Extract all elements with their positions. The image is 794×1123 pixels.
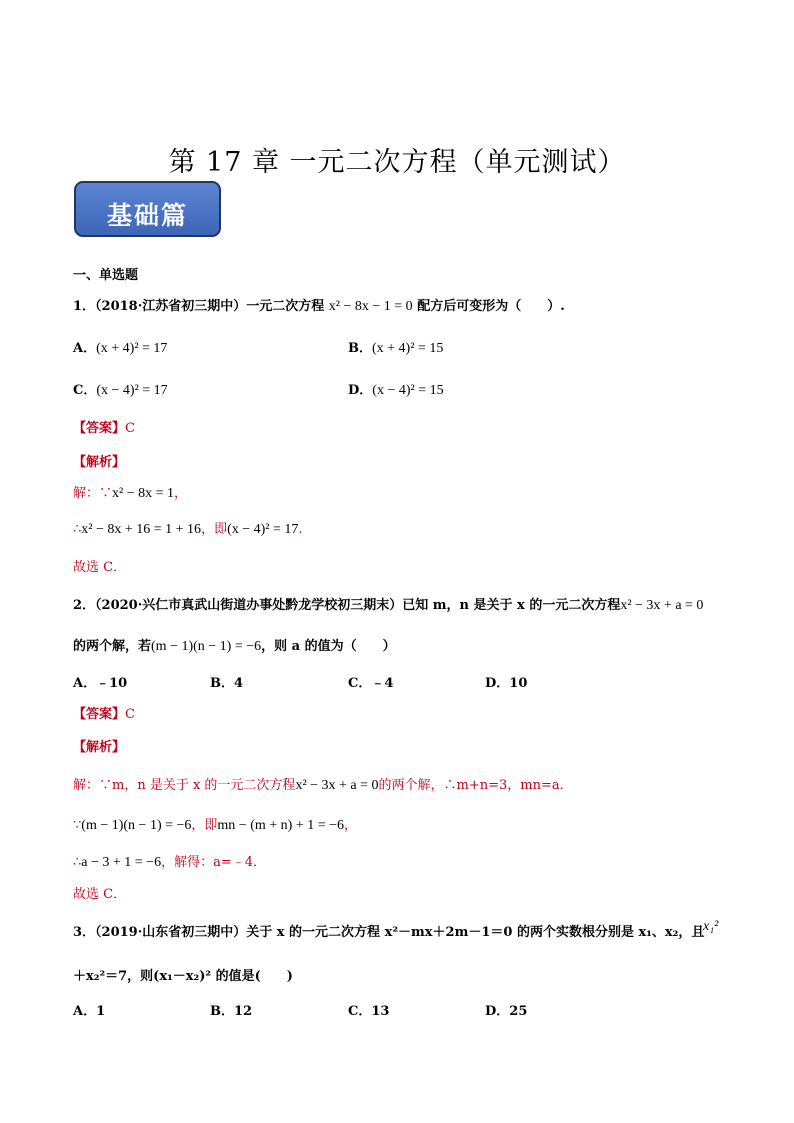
- q3-option-b: B．12: [210, 1004, 253, 1019]
- q2-solution-line-1: 解：∵m，n 是关于 x 的一元二次方程x² − 3x + a = 0的两个解，∴m+n=3，mn=a．: [73, 778, 573, 793]
- q1-analysis-tag: 【解析】: [73, 455, 126, 470]
- q1-solution-line-1: 解：∵x² − 8x = 1，: [73, 486, 188, 501]
- q2-solution-line-2: ∵(m − 1)(n − 1) = −6，即mn − (m + n) + 1 = −6，: [73, 818, 358, 833]
- page-title: 第 17 章 一元二次方程（单元测试）: [168, 147, 626, 178]
- section-badge: [74, 181, 221, 237]
- q1-stem: 1．（2018·江苏省初三期中）一元二次方程: [73, 299, 325, 314]
- q1-conclusion: 故选 C．: [73, 560, 127, 575]
- question-3-tail: x₁²: [703, 919, 719, 934]
- q2-option-b: B．4: [210, 676, 244, 691]
- question-2: 2．（2020·兴仁市真武山街道办事处黔龙学校初三期末）已知 m，n 是关于 x 的一元二次方程x² − 3x + a = 0: [73, 598, 704, 613]
- q1-solution-line-2: ∴x² − 8x + 16 = 1 + 16，即(x − 4)² = 17.: [73, 522, 303, 537]
- q1-option-c: C．(x − 4)² = 17: [73, 383, 168, 398]
- q2-option-d: D．10: [485, 676, 528, 691]
- question-2-line-2: 的两个解，若(m − 1)(n − 1) = −6，则 a 的值为（ ）: [73, 639, 396, 654]
- q1-option-b: B．(x + 4)² = 15: [348, 341, 444, 356]
- q2-solution-line-3: ∴a − 3 + 1 = −6，解得：a=﹣4．: [73, 855, 266, 870]
- question-3-line-2: ＋x₂²＝7，则(x₁－x₂)² 的值是( ): [73, 969, 293, 984]
- section-heading: 一、单选题: [73, 268, 139, 283]
- q3-option-a: A．1: [73, 1004, 106, 1019]
- badge-label: 基础篇: [106, 201, 188, 230]
- q2-answer: 【答案】C: [73, 707, 135, 722]
- q2-analysis-tag: 【解析】: [73, 740, 126, 755]
- q2-option-c: C．﹣4: [348, 676, 394, 691]
- q1-stem-end: 配方后可变形为（ ）.: [417, 299, 565, 314]
- question-3: 3．（2019·山东省初三期中）关于 x 的一元二次方程 x²－mx＋2m－1＝0 的两个实数根分别是 x₁、x₂，且: [73, 925, 705, 940]
- q1-answer: 【答案】C: [73, 421, 135, 436]
- q1-option-d: D．(x − 4)² = 15: [348, 383, 444, 398]
- q3-option-c: C．13: [348, 1004, 390, 1019]
- q2-conclusion: 故选 C．: [73, 887, 127, 902]
- q3-option-d: D．25: [485, 1004, 528, 1019]
- q1-equation: x² − 8x − 1 = 0: [328, 299, 413, 314]
- q2-option-a: A．﹣10: [73, 676, 128, 691]
- question-1: [73, 295, 565, 315]
- q1-option-a: A．(x + 4)² = 17: [73, 341, 168, 356]
